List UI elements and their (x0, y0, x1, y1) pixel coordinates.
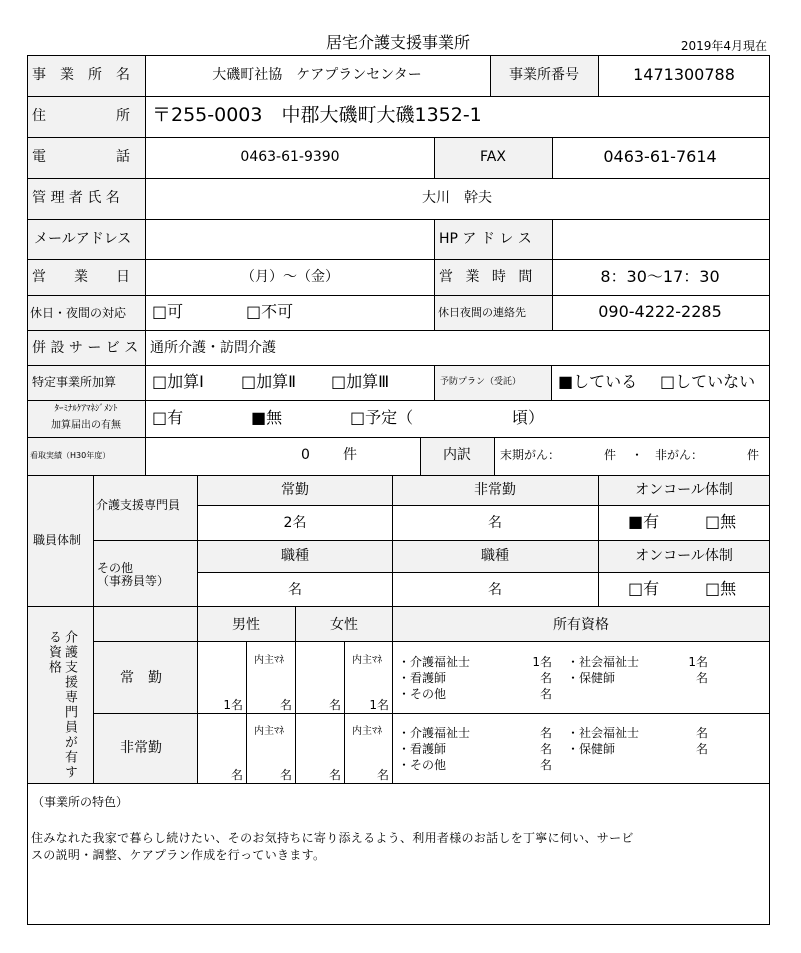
fax: 0463-61-7614 (603, 147, 717, 166)
address: 〒255-0003 中郡大磯町大磯1352-1 (152, 104, 482, 126)
parttime-male-mgr: 名 (279, 768, 292, 782)
parttime-female-mgr: 名 (376, 768, 389, 782)
holiday-no-checkbox[interactable]: □不可 (246, 302, 294, 321)
features-line-1: 住みなれた我家で暮らし続けたい、そのお気持ちに寄り添えるよう、利用者様のお話しを丁寧に伺い、サービ (31, 831, 634, 845)
fulltime-female-mgr: 1名 (369, 698, 389, 712)
fulltime-male-mgr: 名 (279, 698, 292, 712)
breakdown-noncancer: 非がん： (655, 448, 704, 462)
email-label: メールアドレス (34, 231, 132, 247)
staff-section-label: 職員体制 (33, 533, 82, 547)
other-label-2: （事務員等） (97, 574, 170, 588)
care-count: 0 (301, 447, 310, 463)
other-oncall-header: オンコール体制 (635, 548, 733, 564)
office-number-label: 事業所番号 (509, 67, 579, 83)
parttime-female-count: 名 (328, 768, 341, 782)
phone: 0463-61-9390 (240, 149, 340, 165)
other-oncall-yes-checkbox[interactable]: □有 (628, 579, 660, 598)
addition-3-checkbox[interactable]: □加算Ⅲ (331, 372, 390, 391)
manager-label: 管 理 者 氏 名 (32, 190, 120, 206)
terminal-plan-when: 頃） (512, 408, 545, 427)
days-label: 営 業 日 (32, 269, 130, 285)
qual-parttime-label: 非常勤 (120, 740, 162, 756)
other-job-header-1: 職種 (281, 548, 309, 564)
breakdown-label: 内訳 (443, 447, 471, 463)
fulltime-qual-1: ・介護福祉士 (398, 655, 471, 669)
cm-oncall-no-checkbox[interactable]: □無 (705, 512, 737, 531)
care-unit: 件 (343, 447, 357, 463)
fulltime-female-mgr-note: 内主ﾏﾈ (352, 655, 382, 666)
fulltime-qual-1-count: 1名 (532, 655, 552, 669)
qual-header-bg (197, 606, 770, 641)
as-of-date: 2019年4月現在 (680, 39, 767, 53)
terminal-plan-checkbox[interactable]: □予定（ (350, 408, 414, 427)
parttime-female-mgr-note: 内主ﾏﾈ (352, 726, 382, 737)
other-job-header-2: 職種 (481, 548, 509, 564)
breakdown-dot: ・ (631, 448, 644, 462)
cm-parttime-count: 名 (488, 515, 502, 531)
care-record-label: 看取実績（H30年度） (30, 451, 111, 460)
addition-2-checkbox[interactable]: □加算Ⅱ (241, 372, 296, 391)
cm-label: 介護支援専門員 (96, 498, 181, 512)
page-title: 居宅介護支援事業所 (325, 33, 471, 52)
holiday-yes-checkbox[interactable]: □可 (152, 302, 184, 321)
female-header: 女性 (330, 617, 358, 633)
cm-oncall-header: オンコール体制 (635, 482, 733, 498)
terminal-label-1: ﾀｰﾐﾅﾙｹｱﾏﾈｼﾞﾒﾝﾄ (54, 404, 118, 414)
office-name-label: 事 業 所 名 (32, 67, 130, 83)
terminal-yes-checkbox[interactable]: □有 (152, 408, 184, 427)
prevention-label: 予防プラン（受託） (440, 377, 522, 387)
other-count-1: 名 (288, 582, 302, 598)
addition-1-checkbox[interactable]: □加算Ⅰ (152, 372, 204, 391)
fulltime-qual-5-count: 名 (695, 671, 708, 685)
fulltime-qual-4-count: 1名 (688, 655, 708, 669)
parttime-qual-4-count: 名 (695, 726, 708, 740)
phone-label: 電 話 (32, 149, 130, 165)
business-hours: 8：30～17：30 (600, 267, 720, 286)
services: 通所介護・訪問介護 (150, 340, 276, 356)
cm-parttime-header: 非常勤 (474, 482, 516, 498)
hours-label: 営 業 時 間 (439, 269, 537, 285)
prevention-yes-checkbox[interactable]: ■している (558, 372, 638, 391)
parttime-qual-2: ・看護師 (398, 742, 447, 756)
features-line-2: スの説明・調整、ケアプラン作成を行っていきます。 (31, 848, 326, 862)
fax-label: FAX (480, 149, 506, 165)
parttime-qual-1: ・介護福祉士 (398, 726, 471, 740)
parttime-qual-5-count: 名 (695, 742, 708, 756)
features-label: （事業所の特色） (32, 795, 129, 809)
services-label: 併 設 サ ー ビ ス (32, 340, 139, 356)
parttime-qual-3: ・その他 (398, 758, 447, 772)
terminal-label-2: 加算届出の有無 (51, 420, 121, 431)
hp-label: HP ア ド レ ス (439, 231, 532, 247)
holiday-label: 休日・夜間の対応 (30, 306, 127, 320)
office-number: 1471300788 (633, 65, 735, 84)
fulltime-qual-5: ・保健師 (567, 671, 616, 685)
holiday-contact-label: 休日夜間の連絡先 (438, 306, 526, 319)
cm-oncall-yes-checkbox[interactable]: ■有 (628, 512, 660, 531)
male-header: 男性 (232, 617, 260, 633)
fulltime-qual-2: ・看護師 (398, 671, 447, 685)
fulltime-male-mgr-note: 内主ﾏﾈ (254, 655, 284, 666)
other-oncall-no-checkbox[interactable]: □無 (705, 579, 737, 598)
qual-section-label: 介護支援専門員が有する資格 (46, 630, 77, 780)
breakdown-noncancer-unit: 件 (747, 448, 760, 462)
business-days: （月）～（金） (241, 269, 339, 285)
office-name: 大磯町社協 ケアプランセンター (212, 67, 422, 83)
qualifications-header: 所有資格 (553, 617, 609, 633)
terminal-no-checkbox[interactable]: ■無 (251, 408, 283, 427)
breakdown-cancer-unit: 件 (604, 448, 617, 462)
address-label: 住 所 (32, 108, 130, 124)
prevention-no-checkbox[interactable]: □していない (660, 372, 756, 391)
other-count-2: 名 (488, 582, 502, 598)
fulltime-qual-2-count: 名 (539, 671, 552, 685)
fulltime-qual-3: ・その他 (398, 687, 447, 701)
fulltime-female-count: 名 (328, 698, 341, 712)
parttime-qual-2-count: 名 (539, 742, 552, 756)
parttime-male-count: 名 (230, 768, 243, 782)
other-label-1: その他 (97, 561, 134, 575)
parttime-qual-5: ・保健師 (567, 742, 616, 756)
parttime-qual-1-count: 名 (539, 726, 552, 740)
manager-name: 大川 幹夫 (422, 190, 492, 206)
parttime-qual-4: ・社会福祉士 (567, 726, 640, 740)
qual-fulltime-label: 常 勤 (120, 670, 162, 686)
parttime-male-mgr-note: 内主ﾏﾈ (254, 726, 284, 737)
fulltime-qual-3-count: 名 (539, 687, 552, 701)
holiday-contact: 090-4222-2285 (598, 302, 722, 321)
breakdown-cancer: 末期がん： (500, 448, 561, 462)
parttime-qual-3-count: 名 (539, 758, 552, 772)
fulltime-male-count: 1名 (223, 698, 243, 712)
fulltime-qual-4: ・社会福祉士 (567, 655, 640, 669)
addition-label: 特定事業所加算 (32, 375, 117, 389)
cm-fulltime-header: 常勤 (281, 482, 309, 498)
cm-fulltime-count: 2名 (283, 515, 307, 531)
